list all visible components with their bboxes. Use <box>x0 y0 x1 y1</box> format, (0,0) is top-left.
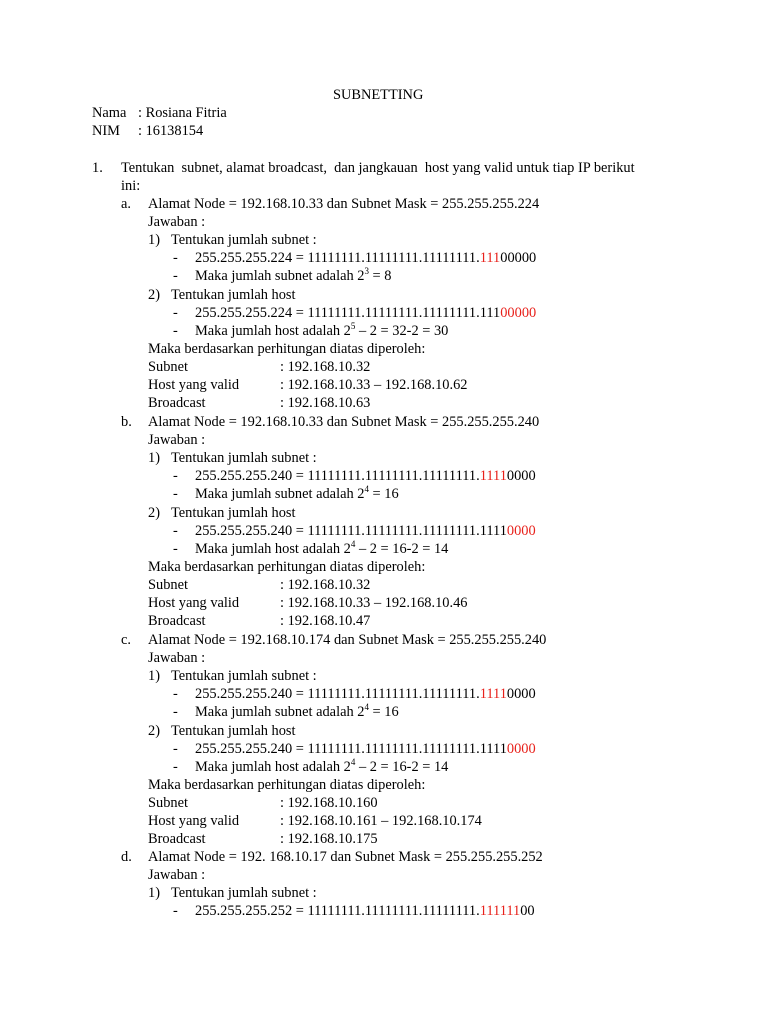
host-exponent: 4 <box>350 757 356 767</box>
host-count-prefix: Maka jumlah host adalah 2 <box>195 759 351 775</box>
binary-highlight: 0000 <box>506 741 536 757</box>
broadcast-value <box>280 830 378 848</box>
host-binary <box>195 304 536 322</box>
step2-number-text: 2) <box>148 505 160 521</box>
binary-prefix: 255.255.255.240 = 11111111.11111111.11111111. <box>195 468 480 484</box>
broadcast-label-text: Broadcast <box>148 613 206 629</box>
host-binary <box>195 522 536 540</box>
dash-text: - <box>173 268 178 284</box>
item-heading <box>148 195 539 213</box>
dash-text: - <box>173 704 178 720</box>
dash <box>173 304 178 322</box>
binary-highlight: 0000 <box>506 523 536 539</box>
binary-highlight: 00000 <box>500 305 537 321</box>
subnet-label <box>148 794 188 812</box>
step1-number-text: 1) <box>148 885 160 901</box>
subnet-label <box>148 576 188 594</box>
broadcast-value-text: : 192.168.10.175 <box>280 831 378 847</box>
host-count <box>195 322 448 341</box>
item-heading-text: Alamat Node = 192.168.10.33 dan Subnet Mask = 255.255.255.224 <box>148 196 540 212</box>
dash <box>173 740 178 758</box>
step2-number <box>148 722 160 740</box>
host-count-result: – 2 = 16-2 = 14 <box>355 541 449 557</box>
subnet-exponent: 3 <box>364 266 369 276</box>
step1-label-text: Tentukan jumlah subnet : <box>171 885 317 901</box>
item-heading-text: Alamat Node = 192.168.10.174 dan Subnet Mask = 255.255.255.240 <box>148 632 547 648</box>
step2-label <box>171 504 296 522</box>
item-letter <box>121 195 131 213</box>
subnet-value <box>280 358 370 376</box>
step1-number <box>148 884 160 902</box>
step1-label-text: Tentukan jumlah subnet : <box>171 450 317 466</box>
jawaban-label <box>148 213 205 231</box>
host-range-label <box>148 594 239 612</box>
step1-label <box>171 449 317 467</box>
conclusion-text: Maka berdasarkan perhitungan diatas diperoleh: <box>148 559 426 575</box>
step2-number-text: 2) <box>148 723 160 739</box>
step2-number <box>148 504 160 522</box>
dash <box>173 322 178 340</box>
jawaban-label <box>148 431 205 449</box>
dash-text: - <box>173 323 178 339</box>
dash-text: - <box>173 903 178 919</box>
conclusion-line <box>148 776 425 794</box>
subnet-count <box>195 485 399 504</box>
conclusion-text: Maka berdasarkan perhitungan diatas diperoleh: <box>148 777 426 793</box>
item-letter-text: c. <box>121 632 131 648</box>
binary-prefix: 255.255.255.240 = 11111111.11111111.11111111. <box>195 686 480 702</box>
conclusion-line <box>148 558 425 576</box>
subnet-label-text: Subnet <box>148 577 188 593</box>
step1-label <box>171 231 317 249</box>
step2-number-text: 2) <box>148 287 160 303</box>
broadcast-label <box>148 612 206 630</box>
step1-number-text: 1) <box>148 450 160 466</box>
host-count <box>195 540 448 559</box>
dash-text: - <box>173 468 178 484</box>
jawaban-label <box>148 649 205 667</box>
host-binary <box>195 740 536 758</box>
dash <box>173 467 178 485</box>
dash-text: - <box>173 486 178 502</box>
subnet-value-text: : 192.168.10.32 <box>280 359 371 375</box>
host-range-label <box>148 812 239 830</box>
binary-highlight: 111111 <box>479 903 521 919</box>
broadcast-value <box>280 394 370 412</box>
item-letter <box>121 631 131 649</box>
host-exponent: 5 <box>350 321 356 331</box>
host-count-result: – 2 = 32-2 = 30 <box>355 323 449 339</box>
binary-prefix: 255.255.255.240 = 11111111.11111111.11111111.1111 <box>195 741 507 757</box>
conclusion-text: Maka berdasarkan perhitungan diatas diperoleh: <box>148 341 426 357</box>
binary-highlight: 111 <box>479 250 501 266</box>
step1-label-text: Tentukan jumlah subnet : <box>171 668 317 684</box>
binary-suffix: 0000 <box>506 686 536 702</box>
binary-suffix: 00 <box>520 903 535 919</box>
binary-prefix: 255.255.255.224 = 11111111.11111111.11111111. <box>195 250 480 266</box>
step1-number <box>148 449 160 467</box>
binary-suffix: 00000 <box>500 250 537 266</box>
step2-number <box>148 286 160 304</box>
jawaban-text: Jawaban : <box>148 214 206 230</box>
dash <box>173 267 178 285</box>
subnet-count-prefix: Maka jumlah subnet adalah 2 <box>195 268 365 284</box>
dash-text: - <box>173 250 178 266</box>
step2-label-text: Tentukan jumlah host <box>171 723 296 739</box>
host-count-prefix: Maka jumlah host adalah 2 <box>195 541 351 557</box>
dash <box>173 522 178 540</box>
binary-prefix: 255.255.255.224 = 11111111.11111111.11111111.111 <box>195 305 501 321</box>
dash-text: - <box>173 523 178 539</box>
subnet-value-text: : 192.168.10.160 <box>280 795 378 811</box>
subnet-label-text: Subnet <box>148 795 188 811</box>
item-letter-text: a. <box>121 196 131 212</box>
conclusion-line <box>148 340 425 358</box>
step1-number-text: 1) <box>148 232 160 248</box>
step2-label <box>171 722 296 740</box>
broadcast-label-text: Broadcast <box>148 395 206 411</box>
jawaban-text: Jawaban : <box>148 867 206 883</box>
host-count-result: – 2 = 16-2 = 14 <box>355 759 449 775</box>
subnet-count <box>195 267 391 286</box>
step1-label <box>171 884 317 902</box>
nama-label: Nama <box>92 105 127 121</box>
binary-prefix: 255.255.255.252 = 11111111.11111111.11111111. <box>195 903 480 919</box>
item-heading-text: Alamat Node = 192.168.10.33 dan Subnet Mask = 255.255.255.240 <box>148 414 540 430</box>
dash <box>173 540 178 558</box>
nim-label: NIM <box>92 123 120 139</box>
dash <box>173 902 178 920</box>
binary-highlight: 1111 <box>479 468 507 484</box>
subnet-label-text: Subnet <box>148 359 188 375</box>
question-number: 1. <box>92 160 103 176</box>
binary-suffix: 0000 <box>506 468 536 484</box>
subnet-count <box>195 703 399 722</box>
subnet-exponent: 4 <box>364 702 369 712</box>
item-heading-text: Alamat Node = 192. 168.10.17 dan Subnet Mask = 255.255.255.252 <box>148 849 543 865</box>
step2-label-text: Tentukan jumlah host <box>171 505 296 521</box>
broadcast-label-text: Broadcast <box>148 831 206 847</box>
step2-label <box>171 286 296 304</box>
host-range-value-text: : 192.168.10.33 – 192.168.10.46 <box>280 595 468 611</box>
step1-number-text: 1) <box>148 668 160 684</box>
host-range-value-text: : 192.168.10.33 – 192.168.10.62 <box>280 377 468 393</box>
subnet-value-text: : 192.168.10.32 <box>280 577 371 593</box>
broadcast-value <box>280 612 370 630</box>
host-range-label-text: Host yang valid <box>148 813 240 829</box>
subnet-count-result: = 16 <box>368 486 399 502</box>
step1-label-text: Tentukan jumlah subnet : <box>171 232 317 248</box>
item-letter-text: b. <box>121 414 132 430</box>
dash-text: - <box>173 686 178 702</box>
host-exponent: 4 <box>350 539 356 549</box>
binary-highlight: 1111 <box>479 686 507 702</box>
subnet-label <box>148 358 188 376</box>
item-heading <box>148 631 546 649</box>
dash <box>173 249 178 267</box>
subnet-binary <box>195 902 535 920</box>
step2-label-text: Tentukan jumlah host <box>171 287 296 303</box>
host-range-value <box>280 376 467 394</box>
dash-text: - <box>173 541 178 557</box>
subnet-count-result: = 16 <box>368 704 399 720</box>
step1-number <box>148 231 160 249</box>
dash <box>173 485 178 503</box>
host-range-value <box>280 812 482 830</box>
host-count <box>195 758 448 777</box>
dash-text: - <box>173 741 178 757</box>
host-range-value <box>280 594 467 612</box>
subnet-binary <box>195 249 536 267</box>
subnet-exponent: 4 <box>364 484 369 494</box>
jawaban-text: Jawaban : <box>148 432 206 448</box>
broadcast-value-text: : 192.168.10.63 <box>280 395 371 411</box>
subnet-count-prefix: Maka jumlah subnet adalah 2 <box>195 704 365 720</box>
dash <box>173 758 178 776</box>
host-range-label <box>148 376 239 394</box>
item-heading <box>148 413 539 431</box>
item-letter <box>121 413 132 431</box>
step1-label <box>171 667 317 685</box>
item-letter-text: d. <box>121 849 132 865</box>
broadcast-label <box>148 394 206 412</box>
jawaban-text: Jawaban : <box>148 650 206 666</box>
item-heading <box>148 848 543 866</box>
nim-value: : 16138154 <box>138 123 204 139</box>
dash-text: - <box>173 305 178 321</box>
host-range-value-text: : 192.168.10.161 – 192.168.10.174 <box>280 813 482 829</box>
document-title: SUBNETTING <box>333 87 424 103</box>
subnet-value <box>280 576 370 594</box>
host-range-label-text: Host yang valid <box>148 595 240 611</box>
subnet-binary <box>195 467 536 485</box>
jawaban-label <box>148 866 205 884</box>
host-count-prefix: Maka jumlah host adalah 2 <box>195 323 351 339</box>
dash-text: - <box>173 759 178 775</box>
subnet-count-result: = 8 <box>368 268 392 284</box>
subnet-value <box>280 794 378 812</box>
broadcast-label <box>148 830 206 848</box>
dash <box>173 703 178 721</box>
nama-value: : Rosiana Fitria <box>138 105 227 121</box>
host-range-label-text: Host yang valid <box>148 377 240 393</box>
broadcast-value-text: : 192.168.10.47 <box>280 613 371 629</box>
question-text-line1: Tentukan subnet, alamat broadcast, dan jangkauan host yang valid untuk tiap IP berikut <box>121 160 635 176</box>
question-text-line2: ini: <box>121 178 141 194</box>
item-letter <box>121 848 132 866</box>
dash <box>173 685 178 703</box>
binary-prefix: 255.255.255.240 = 11111111.11111111.11111111.1111 <box>195 523 507 539</box>
subnet-count-prefix: Maka jumlah subnet adalah 2 <box>195 486 365 502</box>
subnet-binary <box>195 685 536 703</box>
step1-number <box>148 667 160 685</box>
